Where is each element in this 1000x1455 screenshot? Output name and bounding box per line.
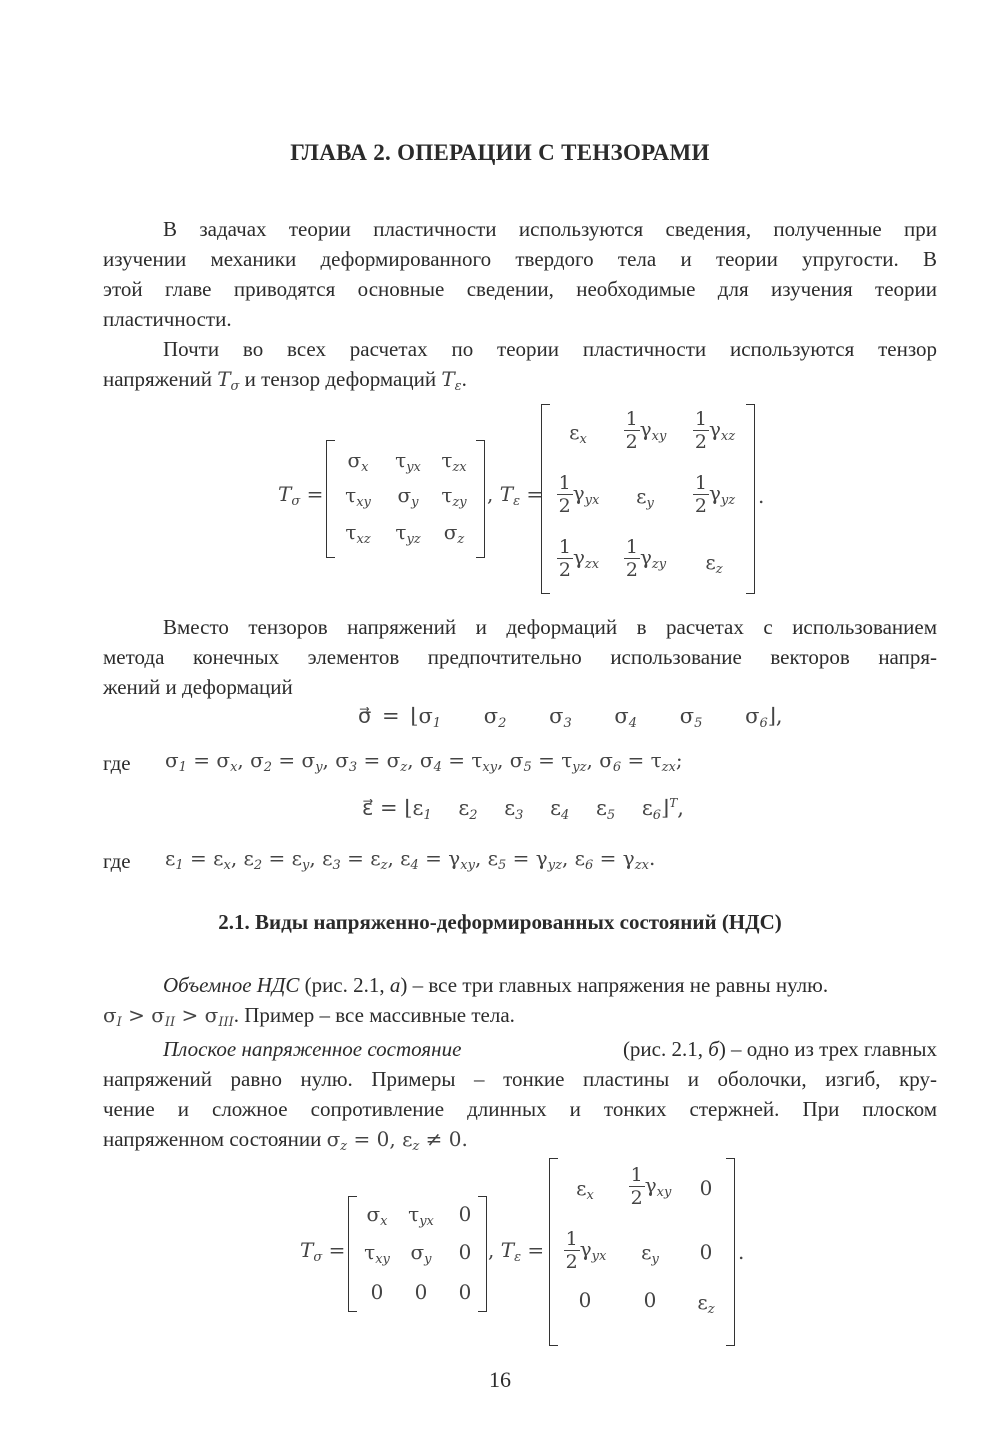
t-sigma-plane-cell: 0 bbox=[458, 1202, 472, 1226]
paragraph-3-line-1: Вместо тензоров напряжений и деформаций в расчетах с использованием bbox=[163, 615, 937, 639]
volume-ref-letter: а bbox=[389, 973, 401, 997]
t-sigma-cell: $\sigma_x$ bbox=[347, 448, 369, 475]
t-eps-plane-cell: $\varepsilon_x$ bbox=[576, 1176, 594, 1203]
paragraph-1-line-1: В задачах теории пластичности используются сведения, полученные при bbox=[163, 217, 937, 241]
plane-state-term: Плоское напряженное состояние bbox=[163, 1037, 462, 1061]
t-eps-cell: $\frac{1}{2}$ $\gamma_{zx}$ bbox=[558, 536, 600, 581]
plane-ref: (рис. 2.1, bbox=[622, 1037, 703, 1061]
t-eps-cell: $\frac{1}{2}$ $\gamma_{xy}$ bbox=[625, 408, 667, 453]
paragraph-3-line-3: жений и деформаций bbox=[103, 675, 293, 699]
t-eps-plane-cell: 0 bbox=[578, 1288, 592, 1312]
t-eps-cell: $\varepsilon_z$ bbox=[705, 550, 723, 577]
t-sigma-cell: $\tau_{zy}$ bbox=[441, 483, 467, 510]
t-eps-cell: $\frac{1}{2}$ $\gamma_{yz}$ bbox=[694, 472, 736, 517]
section-title: 2.1. Виды напряженно-деформированных состояний (НДС) bbox=[218, 910, 782, 934]
paragraph-2-text-b: и тензор деформаций bbox=[244, 367, 437, 391]
t-sigma-plane-cell: $\sigma_y$ bbox=[410, 1240, 432, 1267]
t-eps-cell: $\varepsilon_x$ bbox=[569, 420, 587, 447]
paragraph-2-line-2: напряжений $T_\sigma$ и тензор деформаций $T_\varepsilon$. bbox=[103, 367, 467, 394]
paragraph-1-line-2: изучении механики деформированного твердого тела и теории упругости. В bbox=[103, 247, 937, 271]
plane-state-line-1 bbox=[163, 1034, 937, 1064]
t-sigma-cell: $\tau_{zx}$ bbox=[441, 448, 467, 475]
paragraph-2-text-a: напряжений bbox=[103, 367, 212, 391]
volume-state-term: Объемное НДС bbox=[163, 973, 300, 997]
t-sigma-cell: $\sigma_y$ bbox=[397, 483, 419, 510]
vector-sigma-equation: σ⃗ = $⌊\sigma_1$ $\sigma_2$ $\sigma_3$ $\sigma_4$ $\sigma_5$ $\sigma_6⌋$, bbox=[358, 704, 783, 731]
t-sigma-cell: $\tau_{xz}$ bbox=[345, 520, 371, 547]
t-sigma-cell: $\tau_{yz}$ bbox=[395, 520, 421, 547]
where-label-2: где bbox=[103, 849, 131, 873]
eps-relations: $\varepsilon_1 = \varepsilon_x$, $\varepsilon_2 = \varepsilon_y$, $\varepsilon_3 = \varepsilon_z$, $\varepsilon_4 = \gamma_{xy}$, $\varepsilon_5 = \gamma_{yz}$, $\varepsilon_6 = \gamma_{zx}$. bbox=[165, 846, 656, 873]
paragraph-3-line-2: метода конечных элементов предпочтительно использование векторов напря- bbox=[103, 645, 937, 669]
t-eps-cell: $\frac{1}{2}$ $\gamma_{yx}$ bbox=[558, 472, 600, 517]
volume-rest: ) – все три главных напряжения не равны нулю. bbox=[400, 973, 829, 997]
page-number: 16 bbox=[489, 1367, 511, 1392]
t-eps-plane-cell: $\frac{1}{2}$ $\gamma_{xy}$ bbox=[630, 1164, 672, 1209]
t-eps-cell: $\frac{1}{2}$ $\gamma_{zy}$ bbox=[625, 536, 667, 581]
t-sigma-plane-cell: $\tau_{xy}$ bbox=[364, 1240, 390, 1267]
t-sigma-plane-cell: 0 bbox=[370, 1280, 384, 1304]
t-sigma-plane-cell: 0 bbox=[414, 1280, 428, 1304]
t-sigma-plane-cell: $\sigma_x$ bbox=[366, 1202, 388, 1229]
volume-ref: (рис. 2.1, bbox=[304, 973, 385, 997]
t-eps-plane-cell: 0 bbox=[643, 1288, 657, 1312]
sigma-relations: $\sigma_1 = \sigma_x$, $\sigma_2 = \sigma_y$, $\sigma_3 = \sigma_z$, $\sigma_4 = \tau_{xy}$, $\sigma_5 = \tau_{yz}$, $\sigma_6 = \tau_{zx}$; bbox=[165, 748, 683, 775]
paragraph-2-line-1: Почти во всех расчетах по теории пластичности используются тензор bbox=[163, 337, 937, 361]
t-eps-plane-cell: 0 bbox=[699, 1240, 713, 1264]
t-sigma-plane-cell: $\tau_{yx}$ bbox=[408, 1202, 434, 1229]
plane-rest: ) – одно из трех главных bbox=[718, 1037, 937, 1061]
where-label-1: где bbox=[103, 751, 131, 775]
volume-state-line-1 bbox=[163, 970, 828, 1000]
t-eps-plane-cell: 0 bbox=[699, 1176, 713, 1200]
t-eps-plane-cell: $\frac{1}{2}$ $\gamma_{yx}$ bbox=[565, 1228, 607, 1273]
plane-last-text: напряженном состоянии bbox=[103, 1127, 322, 1151]
plane-state-line-2: напряжений равно нулю. Примеры – тонкие пластины и оболочки, изгиб, кру- bbox=[103, 1067, 937, 1091]
t-eps-plane-cell: $\varepsilon_z$ bbox=[697, 1290, 715, 1317]
chapter-title: ГЛАВА 2. ОПЕРАЦИИ С ТЕНЗОРАМИ bbox=[290, 140, 710, 165]
t-sigma-cell: $\tau_{xy}$ bbox=[345, 483, 371, 510]
t-eps-plane-cell: $\varepsilon_y$ bbox=[641, 1240, 659, 1267]
t-sigma-cell: $\tau_{yx}$ bbox=[395, 448, 421, 475]
t-eps-cell: $\varepsilon_y$ bbox=[636, 484, 654, 511]
plane-state-line-3: чение и сложное сопротивление длинных и тонких стержней. При плоском bbox=[103, 1097, 937, 1121]
t-sigma-plane-cell: 0 bbox=[458, 1280, 472, 1304]
paragraph-1-line-3: этой главе приводятся основные сведении, необходимые для изучения теории bbox=[103, 277, 937, 301]
t-eps-cell: $\frac{1}{2}$ $\gamma_{xz}$ bbox=[694, 408, 736, 453]
volume-state-line-2: $\sigma_I > \sigma_{II} > \sigma_{III}$. Пример – все массивные тела. bbox=[103, 1003, 515, 1030]
vector-eps-equation: ε⃗ = $⌊\varepsilon_1$ $\varepsilon_2$ $\varepsilon_3$ $\varepsilon_4$ $\varepsilon_5$ $\varepsilon_6⌋^T$, bbox=[362, 796, 684, 823]
paragraph-1-line-4: пластичности. bbox=[103, 307, 232, 331]
t-sigma-cell: $\sigma_z$ bbox=[443, 520, 465, 547]
volume-example: . Пример – все массивные тела. bbox=[233, 1003, 515, 1027]
t-sigma-plane-cell: 0 bbox=[458, 1240, 472, 1264]
plane-ref-letter: б bbox=[708, 1037, 719, 1061]
plane-state-line-4: напряженном состоянии $\sigma_z = 0$, $\varepsilon_z \ne 0$. bbox=[103, 1127, 468, 1154]
